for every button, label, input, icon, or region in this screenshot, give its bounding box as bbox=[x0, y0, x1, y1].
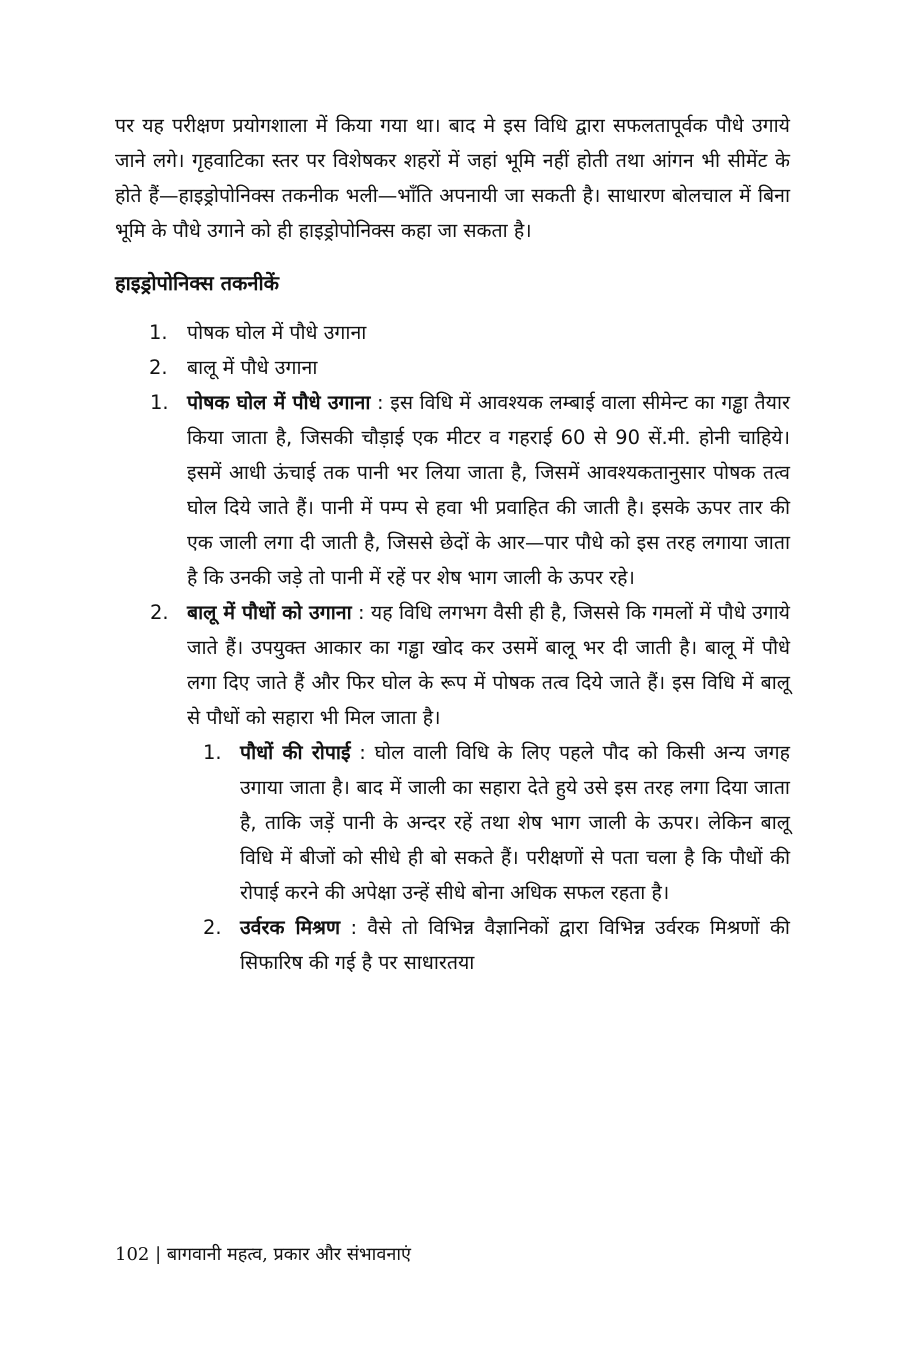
item-title: पोषक घोल में पौधे उगाना bbox=[187, 391, 371, 414]
intro-paragraph: पर यह परीक्षण प्रयोगशाला में किया गया था। बाद मे इस विधि द्वारा सफलतापूर्वक पौधे उगाये जाने लगे। गृहवाटिका स्तर पर विशेषकर शहरों में जहां भूमि नहीं होती तथा आंगन भी सीमेंट के होते हैं—हाइड्रोपोनिक्स तकनीक भली—भाँति अपनायी जा सकती है। साधारण बोलचाल में बिना भूमि के पौधे उगाने को ही हाइड्रोपोनिक्स कहा जा सकता है। bbox=[115, 114, 790, 242]
subitem-separator: : bbox=[340, 916, 368, 939]
subitem-title: उर्वरक मिश्रण bbox=[240, 916, 341, 939]
sub-item bbox=[115, 735, 790, 910]
technique-item bbox=[115, 385, 790, 595]
subitem-title: पौधों की रोपाई bbox=[240, 741, 351, 764]
item-separator: : bbox=[370, 391, 391, 414]
list-number: 2. bbox=[149, 356, 168, 379]
list-number: 1. bbox=[149, 321, 168, 344]
page-content bbox=[115, 108, 790, 980]
technique-item bbox=[115, 595, 790, 735]
page-number: 102 bbox=[115, 1244, 150, 1265]
subitem-number: 1. bbox=[203, 741, 222, 764]
footer-divider: | bbox=[149, 1244, 167, 1265]
list-item bbox=[149, 350, 790, 385]
item-number: 2. bbox=[150, 601, 169, 624]
page-footer bbox=[115, 1242, 411, 1266]
list-text: बालू में पौधे उगाना bbox=[187, 356, 318, 379]
item-number: 1. bbox=[150, 391, 169, 414]
section-heading: हाइड्रोपोनिक्स तकनीकें bbox=[115, 271, 279, 295]
subitem-body: घोल वाली विधि के लिए पहले पौद को किसी अन्य जगह उगाया जाता है। बाद में जाली का सहारा देते हुये उसे इस तरह लगा दिया जाता है, ताकि जड़ें पानी के अन्दर रहें तथा शेष भाग जाली के ऊपर। लेकिन बालू विधि में बीजों को सीधे ही बो सकते हैं। परीक्षणों से पता चला है कि पौधों की रोपाई करने की अपेक्षा उन्हें सीधे बोना अधिक सफल रहता है। bbox=[240, 741, 790, 904]
technique-list bbox=[115, 315, 790, 385]
list-text: पोषक घोल में पौधे उगाना bbox=[187, 321, 367, 344]
item-title: बालू में पौधों को उगाना bbox=[187, 601, 352, 624]
list-item bbox=[149, 315, 790, 350]
sub-item bbox=[115, 910, 790, 980]
item-body: यह विधि लगभग वैसी ही है, जिससे कि गमलों में पौधे उगाये जाते हैं। उपयुक्त आकार का गड्ढा खोद कर उसमें बालू भर दी जाती है। बालू में पौधे लगा दिए जाते हैं और फिर घोल के रूप में पोषक तत्व दिये जाते हैं। इस विधि में बालू से पौधों को सहारा भी मिल जाता है। bbox=[187, 601, 790, 729]
subitem-number: 2. bbox=[203, 916, 222, 939]
subitem-body: वैसे तो विभिन्न वैज्ञानिकों द्वारा विभिन्न उर्वरक मिश्रणों की सिफारिष की गई है पर साधारतया bbox=[240, 916, 790, 974]
item-separator: : bbox=[351, 601, 371, 624]
book-title: बागवानी महत्व, प्रकार और संभावनाएं bbox=[166, 1244, 411, 1265]
item-body: इस विधि में आवश्यक लम्बाई वाला सीमेन्ट का गड्ढा तैयार किया जाता है, जिसकी चौड़ाई एक मीटर व गहराई 60 से 90 सें.मी. होनी चाहिये। इसमें आधी ऊंचाई तक पानी भर लिया जाता है, जिसमें आवश्यकतानुसार पोषक तत्व घोल दिये जाते हैं। पानी में पम्प से हवा भी प्रवाहित की जाती है। इसके ऊपर तार की एक जाली लगा दी जाती है, जिससे छेदों के आर—पार पौधे को इस तरह लगाया जाता है कि उनकी जड़े तो पानी में रहें पर शेष भाग जाली के ऊपर रहे। bbox=[187, 391, 790, 589]
subitem-separator: : bbox=[350, 741, 375, 764]
